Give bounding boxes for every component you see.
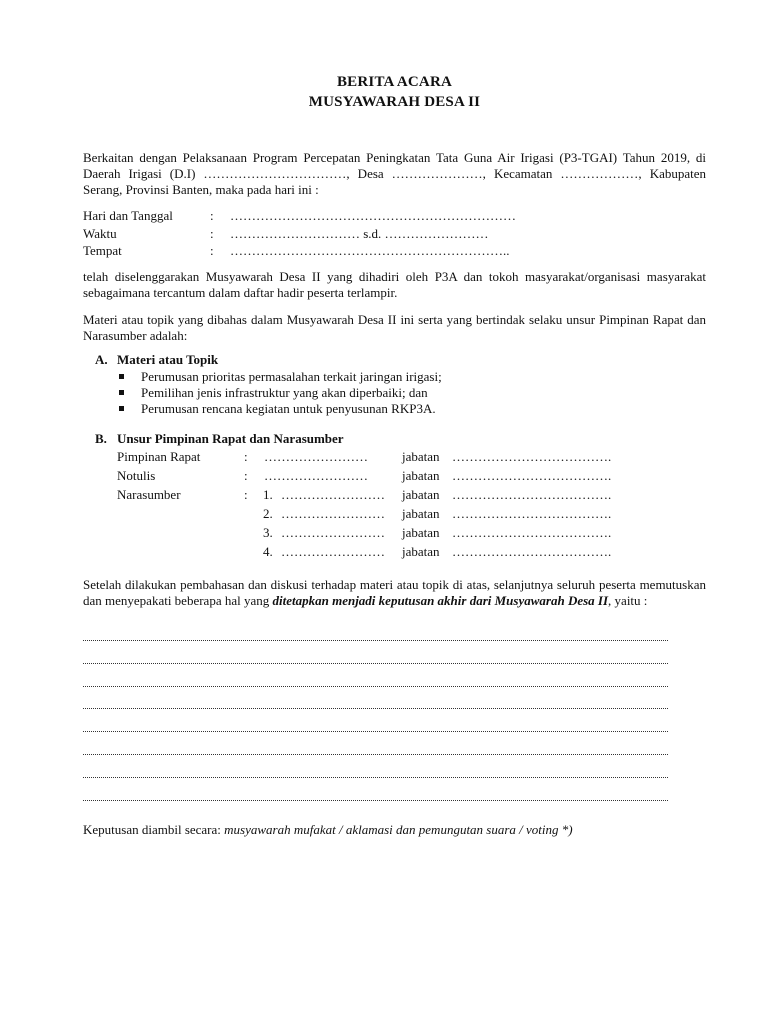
section-letter: B. (95, 431, 107, 446)
jabatan-label: jabatan (402, 449, 440, 464)
intro-paragraph: Berkaitan dengan Pelaksanaan Program Percepatan Peningkatan Tata Guna Air Irigasi (P3-TGAI) Tahun 2019, di Daerah Irigasi (D.I) ……………………………, Desa …………………, Kecamatan ………………, Kabupaten Serang, Provinsi Banten, maka pada hari ini : (83, 150, 706, 197)
list-item: Perumusan prioritas permasalahan terkait jaringan irigasi; (117, 369, 442, 385)
decision-line[interactable] (83, 663, 668, 664)
personnel-label: Narasumber (117, 487, 181, 502)
decision-label: Keputusan diambil secara: (83, 822, 225, 837)
decision-line[interactable] (83, 777, 668, 778)
schedule-label: Hari dan Tanggal (83, 208, 173, 223)
decision-method (83, 822, 573, 838)
personnel-colon: : (244, 449, 248, 464)
personnel-colon: : (244, 487, 248, 502)
section-a-heading (95, 352, 218, 368)
personnel-number: 2. (263, 506, 273, 521)
decision-line[interactable] (83, 800, 668, 801)
list-item: Perumusan rencana kegiatan untuk penyusunan RKP3A. (117, 401, 442, 417)
personnel-label: Notulis (117, 468, 156, 483)
personnel-colon: : (244, 468, 248, 483)
personnel-label: Pimpinan Rapat (117, 449, 201, 464)
personnel-row (117, 525, 677, 544)
personnel-number: 1. (263, 487, 273, 502)
schedule-value: ………………………… s.d. …………………… (230, 226, 489, 241)
title-line-1: BERITA ACARA (336, 74, 453, 90)
schedule-value: ……………………………………………………….. (230, 243, 510, 258)
jabatan-dots: ………………………………. (452, 544, 612, 559)
topic-list (117, 369, 442, 417)
decision-line[interactable] (83, 708, 668, 709)
schedule-colon: : (210, 243, 214, 258)
personnel-row (117, 487, 677, 506)
schedule-colon: : (210, 208, 214, 223)
schedule-value: ………………………………………………………… (230, 208, 516, 223)
document-title (83, 72, 706, 112)
schedule-label: Tempat (83, 243, 122, 258)
section-title: Materi atau Topik (117, 352, 219, 367)
personnel-row (117, 506, 677, 525)
personnel-name-dots: …………………… (281, 487, 385, 502)
personnel-name-dots: …………………… (281, 506, 385, 521)
decision-line[interactable] (83, 686, 668, 687)
personnel-name-dots: …………………… (281, 525, 385, 540)
decision-line[interactable] (83, 754, 668, 755)
jabatan-dots: ………………………………. (452, 487, 612, 502)
jabatan-label: jabatan (402, 525, 440, 540)
held-paragraph: telah diselenggarakan Musyawarah Desa II yang dihadiri oleh P3A dan tokoh masyarakat/organisasi masyarakat sebagaimana tercantum dalam daftar hadir peserta terlampir. (83, 269, 706, 300)
decision-line[interactable] (83, 731, 668, 732)
list-item: Pemilihan jenis infrastruktur yang akan diperbaiki; dan (117, 385, 442, 401)
personnel-name-dots: …………………… (281, 544, 385, 559)
jabatan-label: jabatan (402, 468, 440, 483)
jabatan-dots: ………………………………. (452, 506, 612, 521)
personnel-number: 3. (263, 525, 273, 540)
section-letter: A. (95, 352, 108, 367)
conclusion-tail: , yaitu : (608, 593, 648, 608)
schedule-colon: : (210, 226, 214, 241)
topic-paragraph: Materi atau topik yang dibahas dalam Musyawarah Desa II ini serta yang bertindak selaku unsur Pimpinan Rapat dan Narasumber adalah: (83, 312, 706, 343)
jabatan-label: jabatan (402, 506, 440, 521)
personnel-name-dots: …………………… (264, 468, 368, 483)
jabatan-label: jabatan (402, 544, 440, 559)
title-line-2: MUSYAWARAH DESA II (308, 94, 481, 110)
personnel-row (117, 449, 677, 468)
conclusion-emphasis: ditetapkan menjadi keputusan akhir dari Musyawarah Desa II (272, 593, 609, 608)
jabatan-dots: ………………………………. (452, 449, 612, 464)
conclusion-text: Setelah dilakukan pembahasan dan diskusi terhadap materi atau topik di atas, selanjutnya seluruh peserta memutuskan dan menyepakati beberapa hal yang (83, 577, 706, 608)
section-title: Unsur Pimpinan Rapat dan Narasumber (117, 431, 344, 446)
jabatan-label: jabatan (402, 487, 440, 502)
section-b-heading (95, 431, 344, 447)
decision-options: musyawarah mufakat / aklamasi dan pemungutan suara / voting *) (224, 822, 573, 837)
personnel-row (117, 544, 677, 563)
personnel-name-dots: …………………… (264, 449, 368, 464)
jabatan-dots: ………………………………. (452, 525, 612, 540)
personnel-number: 4. (263, 544, 273, 559)
decision-line[interactable] (83, 640, 668, 641)
jabatan-dots: ………………………………. (452, 468, 612, 483)
schedule-label: Waktu (83, 226, 117, 241)
personnel-row (117, 468, 677, 487)
conclusion-paragraph (83, 577, 706, 609)
